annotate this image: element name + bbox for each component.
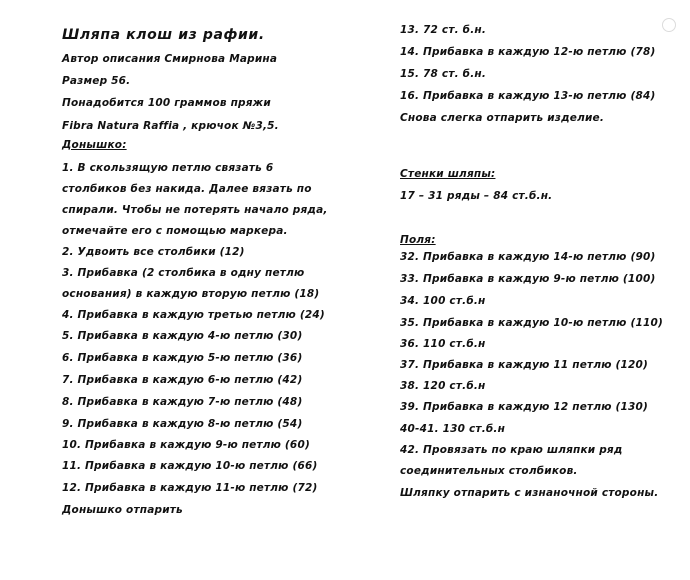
bottom-heading: Донышко: — [62, 139, 127, 151]
row-line: спирали. Чтобы не потерять начало ряда, — [62, 204, 328, 216]
row-line: 9. Прибавка в каждую 8-ю петлю (54) — [62, 418, 303, 430]
row-line: 8. Прибавка в каждую 7-ю петлю (48) — [62, 396, 303, 408]
size-line: Размер 56. — [62, 75, 131, 87]
row-line: 12. Прибавка в каждую 11-ю петлю (72) — [62, 482, 318, 494]
materials-line-2: Fibra Natura Raffia , крючок №3,5. — [62, 120, 279, 132]
row-line: отмечайте его с помощью маркера. — [62, 225, 288, 237]
row-line: 6. Прибавка в каждую 5-ю петлю (36) — [62, 352, 303, 364]
row-line: 1. В скользящую петлю связать 6 — [62, 162, 274, 174]
row-line: 34. 100 ст.б.н — [400, 295, 486, 307]
row-line: 13. 72 ст. б.н. — [400, 24, 487, 36]
row-line: 7. Прибавка в каждую 6-ю петлю (42) — [62, 374, 303, 386]
row-line: 40-41. 130 ст.б.н — [400, 423, 506, 435]
brim-heading: Поля: — [400, 234, 436, 246]
row-line: 4. Прибавка в каждую третью петлю (24) — [62, 309, 325, 321]
row-line: 2. Удвоить все столбики (12) — [62, 246, 245, 258]
row-line: 32. Прибавка в каждую 14-ю петлю (90) — [400, 251, 656, 263]
row-line: 36. 110 ст.б.н — [400, 338, 486, 350]
author-line: Автор описания Смирнова Марина — [62, 53, 278, 65]
row-line: 37. Прибавка в каждую 11 петлю (120) — [400, 359, 648, 371]
row-line: 33. Прибавка в каждую 9-ю петлю (100) — [400, 273, 656, 285]
row-line: Снова слегка отпарить изделие. — [400, 112, 605, 124]
row-line: 39. Прибавка в каждую 12 петлю (130) — [400, 401, 648, 413]
page-title: Шляпа клош из рафии. — [62, 27, 265, 43]
row-line: 14. Прибавка в каждую 12-ю петлю (78) — [400, 46, 656, 58]
row-line: 10. Прибавка в каждую 9-ю петлю (60) — [62, 439, 310, 451]
row-line: столбиков без накида. Далее вязать по — [62, 183, 312, 195]
row-line: основания) в каждую вторую петлю (18) — [62, 288, 320, 300]
row-line: соединительных столбиков. — [400, 465, 578, 477]
walls-heading: Стенки шляпы: — [400, 168, 496, 180]
row-line: 35. Прибавка в каждую 10-ю петлю (110) — [400, 317, 663, 329]
walls-text: 17 – 31 ряды – 84 ст.б.н. — [400, 190, 553, 202]
materials-line-1: Понадобится 100 граммов пряжи — [62, 97, 271, 109]
row-line: Донышко отпарить — [62, 504, 183, 516]
row-line: 42. Провязать по краю шляпки ряд — [400, 444, 623, 456]
row-line: 5. Прибавка в каждую 4-ю петлю (30) — [62, 330, 303, 342]
row-line: 38. 120 ст.б.н — [400, 380, 486, 392]
row-line: 11. Прибавка в каждую 10-ю петлю (66) — [62, 460, 318, 472]
row-line: 15. 78 ст. б.н. — [400, 68, 487, 80]
circle-icon — [662, 18, 676, 32]
row-line: Шляпку отпарить с изнаночной стороны. — [400, 487, 659, 499]
row-line: 3. Прибавка (2 столбика в одну петлю — [62, 267, 305, 279]
row-line: 16. Прибавка в каждую 13-ю петлю (84) — [400, 90, 656, 102]
